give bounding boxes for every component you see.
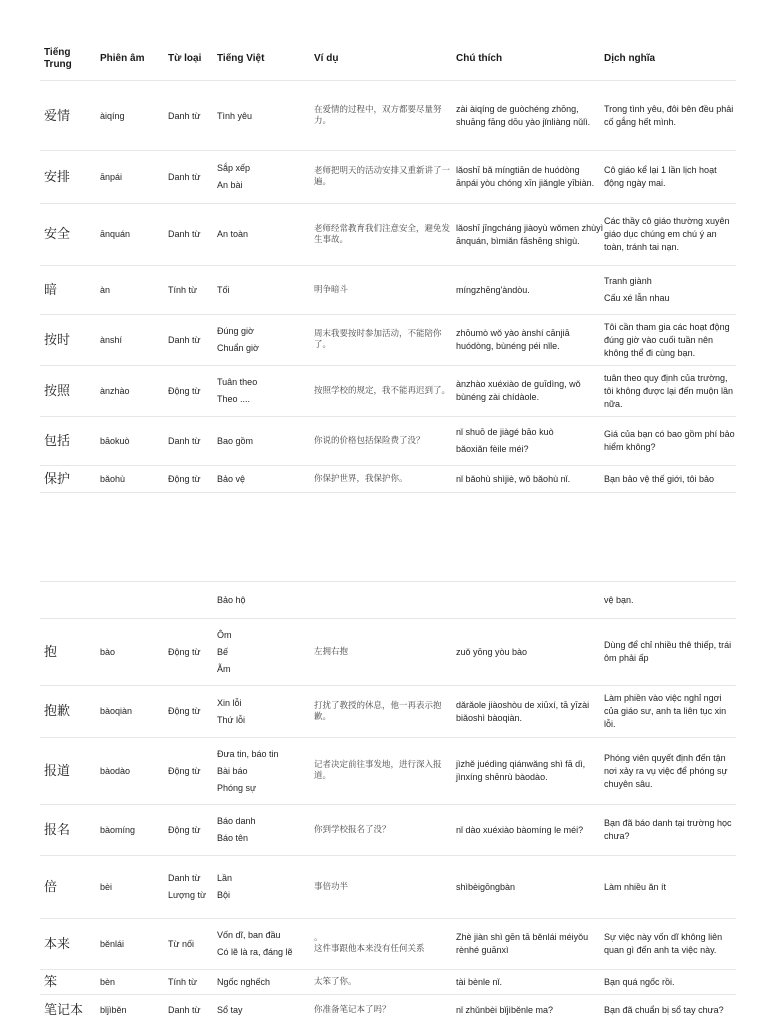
vietnamese-meaning: Tối <box>217 284 230 295</box>
example-sentence <box>314 919 454 969</box>
header-note: Chú thích <box>456 53 503 64</box>
pinyin: bǐjìběn <box>100 1004 127 1015</box>
example-pinyin: dǎrǎole jiàoshòu de xiūxí, tā yīzài biǎoshì bàoqiàn. <box>456 699 590 723</box>
meaning-line: Thứ lỗi <box>217 714 246 725</box>
translation-line: Tranh giành <box>604 276 652 286</box>
example-line: 这件事跟他本来没有任何关系 <box>314 944 425 954</box>
pinyin: ànshí <box>100 334 123 345</box>
vietnamese-meaning: Sổ tay <box>217 1004 243 1015</box>
note-line: bǎoxiǎn fèile méi? <box>456 444 529 454</box>
table-row <box>40 151 736 204</box>
example-sentence: 明争暗斗 <box>314 284 349 295</box>
table-row <box>40 466 736 493</box>
vietnamese-meaning: An toàn <box>217 229 249 239</box>
meaning-line: An bài <box>217 180 243 190</box>
example-sentence: 你准备笔记本了吗？ <box>314 1004 391 1015</box>
meaning-line: Ôm <box>217 629 232 640</box>
part-of-speech <box>168 856 218 918</box>
chinese-word: 报道 <box>44 763 71 779</box>
pos-line: Danh từ <box>168 873 201 883</box>
example-pinyin: zài àiqíng de guòchéng zhōng, shuāng fāng dōu yào jǐnliàng nǔlì. <box>456 104 591 127</box>
example-pinyin: zuǒ yōng yòu bào <box>456 646 528 657</box>
chinese-word: 笔记本 <box>44 1002 84 1018</box>
pos-line: Lượng từ <box>168 890 206 900</box>
header-vietnamese: Tiếng Việt <box>217 53 265 64</box>
example-translation: Bạn bảo vệ thế giới, tôi bảo <box>604 473 714 484</box>
pinyin: ānquán <box>100 229 131 239</box>
part-of-speech: Động từ <box>168 765 201 776</box>
part-of-speech: Danh từ <box>168 435 201 446</box>
example-sentence: 周末我要按时参加活动，不能陪你了。 <box>314 329 442 350</box>
meaning-line: Báo tên <box>217 833 249 843</box>
example-translation: Trong tình yêu, đôi bên đều phải cố gắng hết mình. <box>604 104 734 127</box>
note-line: nǐ shuō de jiàgé bāo kuò <box>456 427 554 437</box>
part-of-speech: Từ nối <box>168 938 195 949</box>
example-pinyin <box>456 417 604 465</box>
example-sentence: 你说的价格包括保险费了没？ <box>314 435 425 446</box>
example-translation <box>604 266 736 314</box>
chinese-word: 暗 <box>44 282 58 298</box>
part-of-speech: Danh từ <box>168 229 201 239</box>
table-row <box>40 738 736 805</box>
table-header-row <box>40 38 736 81</box>
meaning-line: Đưa tin, báo tin <box>217 748 279 759</box>
example-sentence: 老师把明天的活动安排又重新讲了一遍。 <box>314 166 451 187</box>
chinese-word: 包括 <box>44 433 71 449</box>
example-sentence: 太笨了你。 <box>314 976 357 987</box>
table-row <box>40 266 736 315</box>
example-pinyin: lǎoshī jīngcháng jiàoyù wǒmen zhùyì ānquán, bìmiǎn fāshēng shìgù. <box>456 222 604 246</box>
pinyin: àiqíng <box>100 110 125 121</box>
part-of-speech: Danh từ <box>168 1004 201 1015</box>
chinese-word: 抱 <box>44 644 58 660</box>
chinese-word: 安全 <box>44 227 71 242</box>
example-pinyin: ànzhào xuéxiào de guīdìng, wǒ bùnéng zài chídàole. <box>456 379 581 402</box>
meaning-line: Bế <box>217 646 229 657</box>
chinese-word: 报名 <box>44 822 71 838</box>
example-sentence: 按照学校的规定，我不能再迟到了。 <box>314 385 451 396</box>
example-translation: Bạn quá ngốc rồi. <box>604 976 675 987</box>
vietnamese-meaning <box>217 619 313 685</box>
vietnamese-meaning: Bao gồm <box>217 435 254 446</box>
part-of-speech: Động từ <box>168 646 201 657</box>
part-of-speech: Danh từ <box>168 171 201 182</box>
pinyin: běnlái <box>100 938 125 949</box>
example-translation: Các thầy cô giáo thường xuyên giáo dục chúng em chú ý an toàn, tránh tai nạn. <box>604 216 730 252</box>
example-sentence: 事倍功半 <box>314 881 349 892</box>
meaning-line: Bài báo <box>217 765 248 776</box>
chinese-word: 爱情 <box>44 108 71 124</box>
chinese-word: 按照 <box>44 383 71 399</box>
pinyin: ānpái <box>100 171 123 182</box>
meaning-line: Xin lỗi <box>217 697 242 708</box>
pinyin: bàoqiàn <box>100 706 133 716</box>
example-pinyin: lǎoshī bǎ míngtiān de huódòng ānpái yòu chóng xīn jiǎngle yībiàn. <box>456 165 595 188</box>
example-pinyin: míngzhēng'àndòu. <box>456 284 530 295</box>
meaning-line: Báo danh <box>217 816 256 826</box>
vietnamese-meaning <box>217 919 313 969</box>
example-translation: Sự việc này vốn dĩ không liên quan gì đến anh ta việc này. <box>604 932 723 955</box>
example-sentence: 记者决定前往事发地，进行深入报道。 <box>314 760 442 781</box>
pinyin: bàodào <box>100 765 131 776</box>
example-pinyin: nǐ dào xuéxiào bàomíng le méi? <box>456 824 584 835</box>
table-row <box>40 970 736 995</box>
vietnamese-meaning <box>217 738 313 804</box>
vietnamese-meaning <box>217 805 313 855</box>
example-translation: Bạn đã chuẩn bị sổ tay chưa? <box>604 1004 724 1015</box>
table-row <box>40 995 736 1025</box>
header-pinyin: Phiên âm <box>100 53 145 64</box>
example-line: 。 <box>314 933 323 943</box>
part-of-speech: Tính từ <box>168 976 198 987</box>
example-sentence: 在爱情的过程中，双方都要尽量努力。 <box>314 105 442 126</box>
pinyin: bèi <box>100 881 113 892</box>
meaning-line: Ẵm <box>217 663 231 674</box>
part-of-speech: Động từ <box>168 385 201 396</box>
pinyin: ànzhào <box>100 385 130 396</box>
chinese-word: 安排 <box>44 169 71 185</box>
meaning-line: Chuẩn giờ <box>217 343 259 353</box>
header-part-of-speech: Từ loại <box>168 53 202 64</box>
chinese-word: 按时 <box>44 332 71 348</box>
example-translation: Bạn đã báo danh tại trường học chưa? <box>604 818 732 841</box>
example-pinyin: nǐ zhǔnbèi bǐjìběnle ma? <box>456 1004 554 1015</box>
table-row <box>40 686 736 738</box>
table-row <box>40 82 736 151</box>
table-row <box>40 417 736 466</box>
meaning-line: Sắp xếp <box>217 163 251 173</box>
vietnamese-meaning: Ngốc nghếch <box>217 976 271 987</box>
table-row <box>40 805 736 856</box>
chinese-word: 抱歉 <box>44 704 71 719</box>
meaning-line: Tuân theo <box>217 377 258 387</box>
header-example: Ví dụ <box>314 53 339 64</box>
example-translation: Làm nhiều ăn ít <box>604 881 667 892</box>
vietnamese-meaning <box>217 686 313 737</box>
example-translation: Giá của bạn có bao gồm phí bảo hiểm không? <box>604 429 735 452</box>
vietnamese-meaning <box>217 366 313 416</box>
example-sentence: 老师经常教育我们注意安全，避免发生事故。 <box>314 223 451 245</box>
example-sentence: 你到学校报名了没？ <box>314 824 391 835</box>
pinyin: bāokuò <box>100 435 130 446</box>
table-row <box>40 315 736 366</box>
example-pinyin: shìbèigōngbàn <box>456 881 516 892</box>
example-translation: Phóng viên quyết định đến tận nơi xảy ra vụ việc để phóng sự chuyên sâu. <box>604 752 728 789</box>
example-pinyin: zhōumò wǒ yào ànshí cānjiā huódòng, bùnéng péi nǐle. <box>456 328 570 351</box>
table-row <box>40 582 736 619</box>
example-translation: Dùng để chỉ nhiều thê thiếp, trái ôm phải ấp <box>604 640 732 663</box>
pinyin: àn <box>100 284 111 295</box>
example-pinyin: nǐ bǎohù shìjiè, wǒ bǎohù nǐ. <box>456 473 571 484</box>
header-translation: Dịch nghĩa <box>604 53 656 64</box>
meaning-line: Đúng giờ <box>217 326 254 336</box>
example-pinyin: jìzhě juédìng qiánwǎng shì fā dì, jìnxíng shēnrù bàodào. <box>456 759 586 782</box>
example-translation: Làm phiền vào việc nghỉ ngơi của giáo sư, anh ta liên tục xin lỗi. <box>604 693 727 729</box>
vietnamese-meaning: Bảo vệ <box>217 473 246 484</box>
chinese-word: 本来 <box>44 936 71 952</box>
table-row <box>40 919 736 970</box>
table-row <box>40 856 736 919</box>
example-sentence: 你保护世界，我保护你。 <box>314 473 408 484</box>
vietnamese-meaning <box>217 151 313 203</box>
vietnamese-meaning: Bảo hộ <box>217 594 246 605</box>
example-pinyin: tài bènle nǐ. <box>456 976 503 987</box>
pinyin: bèn <box>100 976 116 987</box>
vietnamese-meaning <box>217 315 313 365</box>
pinyin: bào <box>100 646 116 657</box>
part-of-speech: Danh từ <box>168 110 201 121</box>
table-row <box>40 204 736 266</box>
example-sentence: 左拥右抱 <box>314 646 349 657</box>
example-translation: vệ bạn. <box>604 594 634 605</box>
part-of-speech: Động từ <box>168 706 201 716</box>
meaning-line: Có lẽ là ra, đáng lẽ <box>217 947 293 957</box>
meaning-line: Lần <box>217 873 233 883</box>
chinese-word: 笨 <box>44 974 58 990</box>
header-chinese: Tiếng Trung <box>44 47 72 70</box>
meaning-line: Phóng sự <box>217 782 257 793</box>
example-pinyin: Zhè jiàn shì gēn tā běnlái méiyǒu rènhé guānxì <box>456 932 589 955</box>
part-of-speech: Danh từ <box>168 334 201 345</box>
meaning-line: Vốn dĩ, ban đầu <box>217 930 281 940</box>
example-translation: Tôi cần tham gia các hoạt động đúng giờ vào cuối tuần nên không thể đi cùng bạn. <box>604 321 730 358</box>
part-of-speech: Động từ <box>168 473 201 484</box>
vietnamese-meaning: Tình yêu <box>217 110 253 121</box>
chinese-word: 倍 <box>44 879 58 895</box>
example-sentence: 打扰了教授的休息，他一再表示抱歉。 <box>314 700 442 722</box>
translation-line: Cấu xé lẫn nhau <box>604 293 670 303</box>
example-translation: Cô giáo kể lại 1 lần lịch hoạt động ngày mai. <box>604 165 717 188</box>
example-translation: tuân theo quy định của trường, tôi không được lại đến muộn lần nữa. <box>604 372 734 409</box>
pinyin: bǎohù <box>100 473 126 484</box>
vietnamese-meaning <box>217 856 313 918</box>
table-row <box>40 366 736 417</box>
part-of-speech: Tính từ <box>168 284 198 295</box>
pinyin: bàomíng <box>100 824 136 835</box>
part-of-speech: Động từ <box>168 824 201 835</box>
meaning-line: Bội <box>217 890 231 900</box>
table-row <box>40 619 736 686</box>
chinese-word: 保护 <box>44 471 71 487</box>
meaning-line: Theo .... <box>217 394 251 404</box>
